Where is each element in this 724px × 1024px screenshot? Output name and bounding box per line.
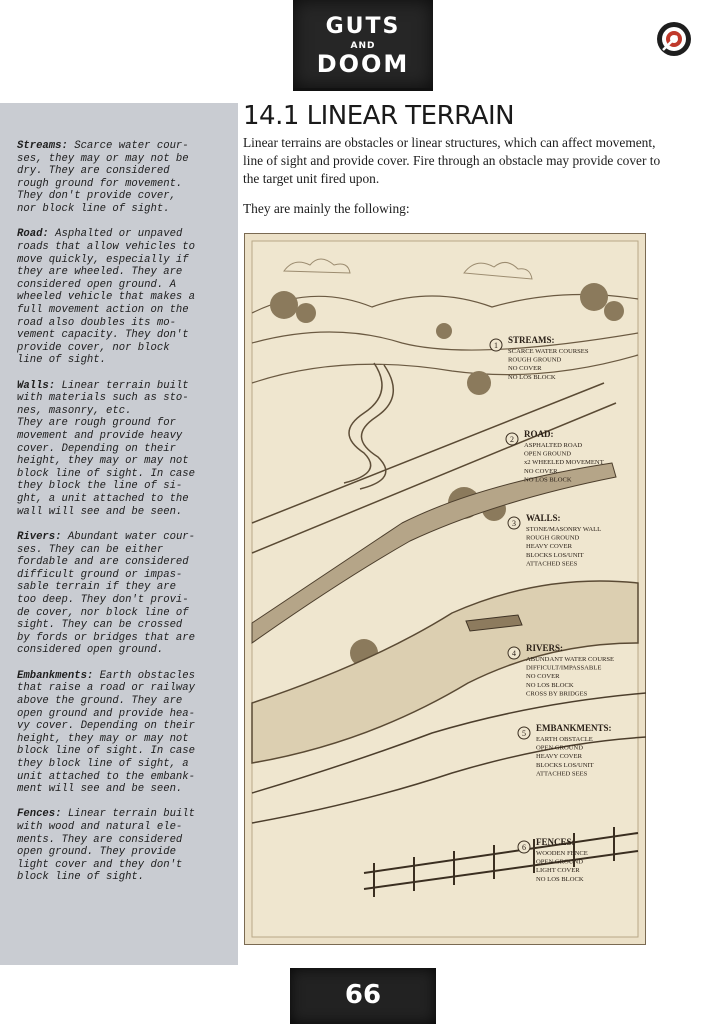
label-line: ROUGH GROUND [508, 356, 562, 364]
definition-term: Embankments: [17, 669, 94, 682]
logo-line-2: AND [350, 41, 376, 51]
label-number: 3 [512, 519, 516, 528]
page-number: 66 [344, 980, 382, 1010]
label-line: NO COVER [524, 467, 558, 475]
label-line: OPEN GROUND [524, 450, 572, 458]
label-line: ASPHALTED ROAD [524, 442, 583, 449]
label-line: DIFFICULT/IMPASSABLE [526, 664, 602, 672]
definition-text: Linear terrain built with wood and natural ele- ments. They are considered open ground. They provide light cover and they don't block line of sight. [17, 808, 196, 884]
label-number: 6 [522, 843, 526, 852]
label-title: WALLS: [526, 513, 561, 523]
definition-text: Abundant water cour- ses. They can be either fordable and are considered difficult ground or impas- sable terrain if they are too deep. They don't provi- de cover, nor block line of sight. They can be crossed by fords or bridges that are considered open ground. [17, 531, 196, 657]
definition-entry [17, 531, 231, 657]
definition-term: Walls: [17, 379, 56, 392]
definition-term: Streams: [17, 140, 68, 152]
label-title: FENCES: [536, 837, 575, 847]
label-number: 1 [494, 341, 498, 350]
page-number-tab [290, 968, 436, 1024]
definition-text: Earth obstacles that raise a road or railway above the ground. They are open ground and provide hea- vy cover. Depending on their height, they may or may not block line of sight. In case they block line of sight, a unit attached to the embank- ment will see and be seen. [17, 669, 196, 796]
list-intro: They are mainly the following: [243, 201, 410, 216]
label-line: ROUGH GROUND [526, 534, 580, 542]
label-line: NO LOS BLOCK [508, 373, 556, 381]
logo-line-3: DOOM [316, 50, 410, 78]
label-line: ATTACHED SEES [536, 770, 588, 778]
label-line: EARTH OBSTACLE [536, 736, 593, 743]
definition-term: Road: [17, 228, 49, 241]
logo-line-1: GUTS [325, 14, 401, 39]
definition-entry [17, 140, 231, 216]
label-line: x2 WHEELED MOVEMENT [524, 459, 604, 467]
label-line: NO LOS BLOCK [536, 875, 584, 883]
label-title: EMBANKMENTS: [536, 723, 612, 733]
terrain-illustration [244, 233, 646, 945]
label-line: NO LOS BLOCK [526, 681, 574, 689]
definition-term: Fences: [17, 808, 62, 821]
label-line: ABUNDANT WATER COURSE [526, 656, 615, 663]
label-line: NO COVER [526, 673, 560, 681]
label-line: OPEN GROUND [536, 744, 584, 752]
label-line: LIGHT COVER [536, 867, 580, 875]
definition-entry [17, 228, 231, 367]
label-line: SCARCE WATER COURSES [508, 348, 589, 355]
definition-term: Rivers: [17, 531, 62, 544]
label-number: 2 [510, 435, 514, 444]
target-icon [655, 20, 693, 58]
label-line: ATTACHED SEES [526, 560, 578, 568]
definition-text: Asphalted or unpaved roads that allow vehicles to move quickly, especially if they are wheeled. They are considered open ground. A wheeled vehicle that makes a full movement action on the road also doubles its mo- vement capacity. They don't provide cover, nor block line of sight. [17, 228, 196, 367]
label-title: RIVERS: [526, 643, 564, 653]
definition-text: Linear terrain built with materials such as sto- nes, masonry, etc. They are rough ground for movement and provide heavy cover. Depending on their height, they may or may not block line of sight. In case they block the line of si- ght, a unit attached to the wall will see and be seen. [17, 379, 196, 518]
label-line: STONE/MASONRY WALL [526, 526, 602, 533]
intro-paragraph: Linear terrains are obstacles or linear structures, which can affect movement, line of sight and provide cover. Fire through an obstacle may provide cover to the target unit fired upon. [243, 135, 661, 186]
terrain-definitions [17, 140, 231, 897]
label-line: HEAVY COVER [536, 753, 582, 761]
definition-text: Scarce water cour- ses, they may or may not be dry. They are considered rough ground for movement. They don't provide cover, nor block line of sight. [17, 140, 189, 215]
label-line: HEAVY COVER [526, 543, 572, 551]
label-line: CROSS BY BRIDGES [526, 690, 588, 698]
label-line: BLOCKS LOS/UNIT [526, 551, 584, 559]
label-line: BLOCKS LOS/UNIT [536, 761, 594, 769]
guts-and-doom-logo [293, 0, 433, 91]
definition-entry [17, 670, 231, 796]
section-title: 14.1 LINEAR TERRAIN [243, 101, 515, 131]
label-title: ROAD: [524, 429, 554, 439]
definition-entry [17, 380, 231, 519]
label-line: NO LOS BLOCK [524, 476, 572, 484]
label-line: WOODEN FENCE [536, 850, 588, 857]
label-number: 5 [522, 729, 526, 738]
label-title: STREAMS: [508, 335, 555, 345]
definition-entry [17, 808, 231, 884]
label-number: 4 [512, 649, 516, 658]
label-line: NO COVER [508, 365, 542, 373]
label-line: OPEN GROUND [536, 858, 584, 866]
